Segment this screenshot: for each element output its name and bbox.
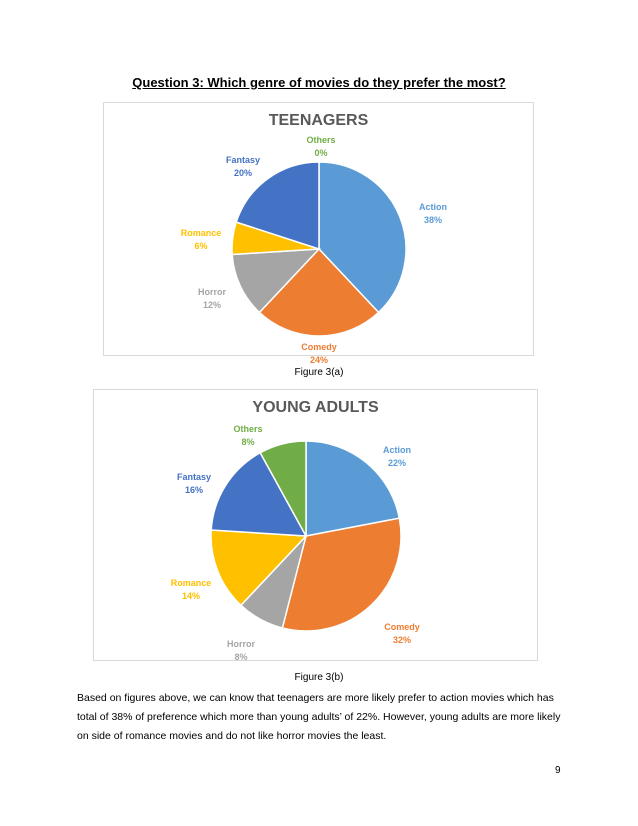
- teenagers-label-horror: [198, 286, 226, 312]
- young-adults-label-romance: [171, 577, 212, 603]
- young-adults-label-others: [233, 423, 262, 449]
- young-adults-label-romance-percent: 14%: [181, 591, 201, 601]
- young-adults-label-others-percent: 8%: [241, 437, 255, 447]
- young-adults-label-fantasy-percent: 16%: [184, 485, 204, 495]
- teenagers-label-horror-percent: 12%: [202, 300, 222, 310]
- teenagers-label-fantasy: [226, 154, 260, 180]
- young-adults-label-comedy-name: Comedy: [384, 622, 420, 632]
- teenagers-label-comedy: [301, 341, 337, 367]
- teenagers-label-action-percent: 38%: [423, 215, 442, 225]
- young-adults-label-comedy: [384, 621, 420, 647]
- teenagers-label-comedy-percent: 24%: [309, 355, 329, 365]
- teenagers-label-others: [306, 134, 335, 160]
- teenagers-label-action-name: Action: [419, 202, 447, 212]
- young-adults-label-action: [383, 444, 411, 470]
- young-adults-label-comedy-percent: 32%: [392, 635, 412, 645]
- teenagers-label-horror-name: Horror: [197, 287, 227, 297]
- figure-a-caption: Figure 3(a): [294, 367, 344, 378]
- young-adults-label-horror: [227, 638, 255, 664]
- teenagers-pie-chart: [103, 102, 534, 365]
- page-heading: Question 3: Which genre of movies do they prefer the most?: [132, 75, 506, 90]
- teenagers-label-action: [419, 201, 447, 227]
- young-adults-label-others-name: Others: [233, 424, 263, 434]
- young-adults-chart-title: YOUNG ADULTS: [252, 399, 379, 416]
- teenagers-chart-title: TEENAGERS: [268, 112, 369, 129]
- teenagers-label-fantasy-name: Fantasy: [225, 155, 261, 165]
- young-adults-pie-svg: [94, 390, 537, 660]
- figure-b-caption: Figure 3(b): [294, 672, 344, 683]
- page-number: 9: [555, 765, 561, 776]
- young-adults-label-action-name: Action: [383, 445, 411, 455]
- teenagers-label-fantasy-percent: 20%: [233, 168, 253, 178]
- young-adults-label-fantasy: [177, 471, 211, 497]
- young-adults-pie-chart: [93, 389, 538, 661]
- young-adults-label-action-percent: 22%: [387, 458, 406, 468]
- young-adults-label-horror-name: Horror: [226, 639, 256, 649]
- young-adults-label-romance-name: Romance: [170, 578, 212, 588]
- teenagers-label-others-name: Others: [306, 135, 336, 145]
- body-paragraph: Based on figures above, we can know that teenagers are more likely prefer to action movies which has total of 38% of preference which more than young adults’ of 22%. However, young adults are more likely on side of romance movies and do not like horror movies the least.: [77, 692, 561, 742]
- teenagers-label-romance-name: Romance: [180, 228, 222, 238]
- teenagers-label-comedy-name: Comedy: [301, 342, 337, 352]
- teenagers-label-romance-percent: 6%: [194, 241, 208, 251]
- young-adults-label-fantasy-name: Fantasy: [176, 472, 212, 482]
- teenagers-label-others-percent: 0%: [314, 148, 328, 158]
- teenagers-label-romance: [181, 227, 222, 253]
- young-adults-label-horror-percent: 8%: [234, 652, 248, 662]
